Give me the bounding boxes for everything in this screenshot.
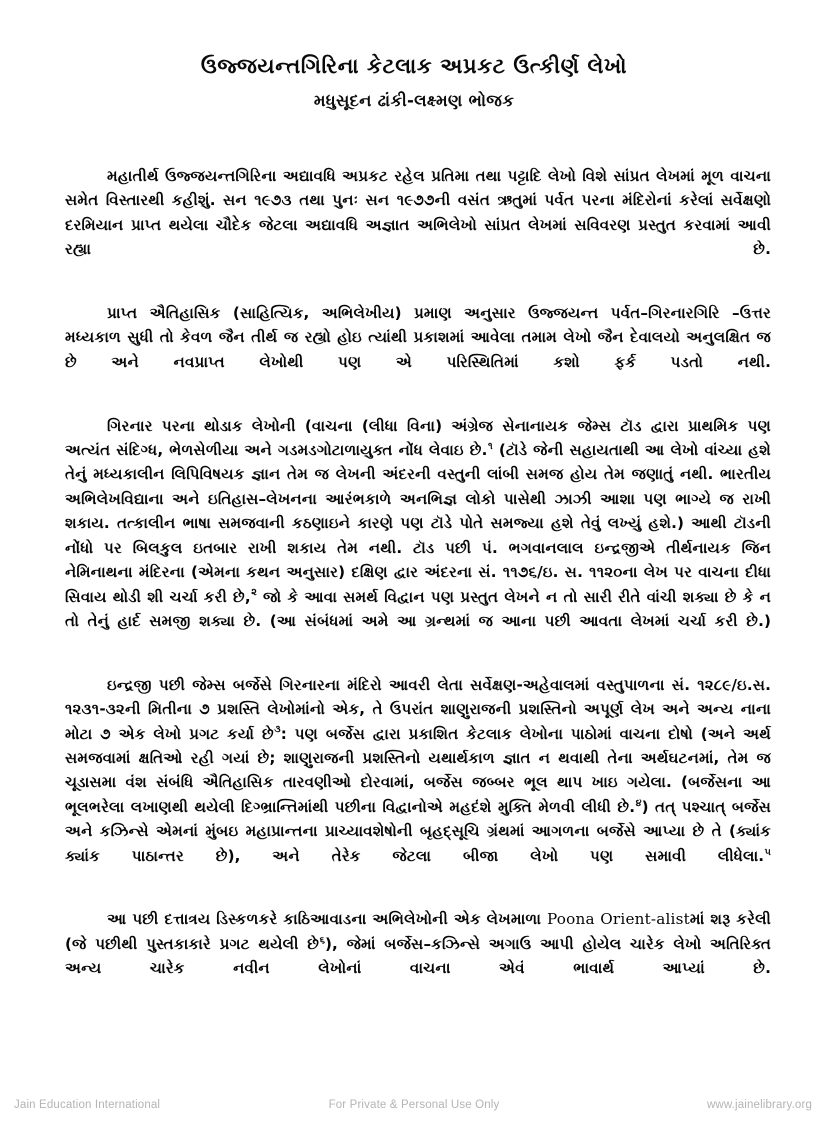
document-heading	[0, 52, 828, 112]
paragraph-text: ), જેમાં બર્જેસ–કઝિન્સે અગાઉ આપી હોયેલ ચારેક લેખો અતિરિક્ત અન્ય ચારેક નવીન લેખોનાં વાચના એવં ભાવાર્થ આપ્યાં છે.	[65, 934, 771, 978]
paragraph-3	[65, 414, 771, 658]
paragraph-text: માં શરૂ કરેલી (જે પછીથી પુસ્તકાકારે પ્રગટ થયેલી છે	[65, 910, 771, 953]
paragraph-2	[65, 301, 771, 399]
footer-website-url: www.jainelibrary.org	[706, 1099, 812, 1111]
footnote-marker-5: ૫	[764, 846, 771, 858]
paragraph-text: ગિરનાર પરના થોડાક લેખોની (વાચના (લીધા વિના) અંગ્રેજ સેનાનાયક જેમ્સ ટૉડ દ્વારા પ્રાથમિક પણ અત્યંત સંદિગ્ધ, ભેળસેળીયા અને ગડમડગોટાળાયુક્ત નોંધ લેવાઇ છે.	[65, 416, 771, 460]
footnote-marker-2: ૨	[251, 587, 257, 599]
footnote-marker-4: ૪	[635, 797, 642, 809]
paragraph-text: આ પછી દત્તાત્રય ડિસ્કળકરે કાઠિઆવાડના અભિલેખોની એક લેખમાળા	[107, 910, 547, 929]
paragraph-4	[65, 673, 771, 893]
paragraph-text: : પણ બર્જેસ દ્વારા પ્રકાશિત કેટલાક લેખોના પાઠોમાં વાચના દોષો (અને અર્થ સમજવામાં ક્ષતિઓ રહી ગયાં છે; શાણુરાજની પ્રશસ્તિનો યથાર્થકાળ જ્ઞાત ન થવાથી તેના અર્થઘટનમાં, તેમ જ ચૂડાસમા વંશ સંબંધિ ઐતિહાસિક તારવણીઓ દોરવામાં, બર્જેસ જબ્બર ભૂલ થાપ ખાઇ ગયેલા. (બર્જેસના આ ભૂલભરેલા લખાણથી થયેલી દિગ્ભ્રાન્તિમાંથી પછીના વિદ્વાનોએ મહદંશે મુક્તિ મેળવી લીધી છે.	[65, 724, 771, 816]
paragraph-text: જો કે આવા સમર્થ વિદ્વાન પણ પ્રસ્તુત લેખને ન તો સારી રીતે વાંચી શક્યા છે કે ન તો તેનું હાર્દ સમજી શક્યા છે. (આ સંબંધમાં અમે આ ગ્રન્થમાં જ આના પછી આવતા લેખમાં ચર્ચા કરી છે.)	[65, 587, 772, 630]
paragraph-text: પ્રાપ્ત ઐતિહાસિક (સાહિત્યિક, અભિલેખીય) પ્રમાણ અનુસાર ઉજ્જયન્ત પર્વત–ગિરનારગિરિ –ઉત્તર મધ્યકાળ સુધી તો કેવળ જૈન તીર્થ જ રહ્યો હોઇ ત્યાંથી પ્રકાશમાં આવેલા તમામ લેખો જૈન દેવાલયો અનુલક્ષિત જ છે અને નવપ્રાપ્ત લેખોથી પણ એ પરિસ્થિતિમાં કશો ફર્ક પડતો નથી.	[65, 304, 771, 371]
body-text-column	[65, 164, 771, 1005]
paragraph-1	[65, 164, 771, 286]
paragraph-text: ) તત્ પશ્ચાત્ બર્જેસ અને કઝિન્સે એમનાં મુંબઇ મહાપ્રાન્તના પ્રાચ્યાવશેષોની બૃહદ્સૂચિ ગ્રંથમાં આગળના બર્જેસે આપ્યા છે તે (ક્યાંક ક્યાંક પાઠાન્તર છે), અને તેરેક જેટલા બીજા લેખો પણ સમાવી લીધેલા.	[65, 797, 771, 865]
footer-organization: Jain Education International	[14, 1099, 161, 1111]
journal-name-part-1: Poona Orient-	[546, 910, 657, 929]
paragraph-5	[65, 907, 771, 1005]
document-authors: મધુસૂદન ઢાંકી-લક્ષ્મણ ભોજક	[313, 91, 515, 111]
footnote-marker-3: ૩	[274, 724, 281, 736]
paragraph-text: (ટૉડે જેની સહાયતાથી આ લેખો વાંચ્યા હશે તેનું મધ્યકાલીન લિપિવિષયક જ્ઞાન તેમ જ લેખની અંદરની વસ્તુની લાંબી સમજ હોય તેમ જણાતું નથી. ભારતીય અભિલેખવિદ્યાના અને ઇતિહાસ–લેખનના આરંભકાળે અનભિજ્ઞ લોકો પાસેથી ઝાઝી આશા પણ ભાગ્યે જ રાખી શકાય. તત્કાલીન ભાષા સમજવાની કઠણાઇને કારણે પણ ટૉડે પોતે સમજ્યા હશે તેવું લખ્યું હશે.) આથી ટૉડની નોંધો પર બિલકુલ ઇતબાર રાખી શકાય તેમ નથી. ટૉડ પછી પં. ભગવાનલાલ ઇન્દ્રજીએ તીર્થનાયક જિન નેમિનાથના મંદિરના (એમના કથન અનુસાર) દક્ષિણ દ્વાર અંદરના સં. ૧૧૭૬/ઇ. સ. ૧૧૨૦ના લેખ પર વાચના દીધા સિવાય થોડી શી ચર્ચા કરી છે,	[65, 441, 771, 606]
page-footer	[0, 1097, 828, 1113]
paragraph-text: મહાતીર્થ ઉજ્જયન્તગિરિના અદ્યાવધિ અપ્રકટ રહેલ પ્રતિમા તથા પટ્ટાદિ લેખો વિશે સાંપ્રત લેખમાં મૂળ વાચના સમેત વિસ્તારથી કહીશું. સન ૧૯૭૩ તથા પુનઃ સન ૧૯૭૭ની વસંત ઋતુમાં પર્વત પરના મંદિરોનાં કરેલાં સર્વેક્ષણો દરમિયાન પ્રાપ્ત થયેલા ચૌદેક જેટલા અદ્યાવધિ અજ્ઞાત અભિલેખો સાંપ્રત લેખમાં સવિવરણ પ્રસ્તુત કરવામાં આવી રહ્યા છે.	[65, 167, 771, 259]
journal-name-part-2: alist	[656, 910, 690, 929]
paragraph-text: ઇન્દ્રજી પછી જેમ્સ બર્જેસે ગિરનારના મંદિરો આવરી લેતા સર્વેક્ષણ-અહેવાલમાં વસ્તુપાળના સં. ૧૨૮૯/ઇ.સ. ૧૨૩૧-૩૨ની મિતીના ૭ પ્રશસ્તિ લેખોમાંનો એક, તે ઉપરાંત શાણુરાજની પ્રશસ્તિનો અપૂર્ણ લેખ અને અન્ય નાના મોટા ૭ એક લેખો પ્રગટ કર્યા છે	[65, 675, 771, 743]
footnote-marker-1: ૧	[488, 441, 493, 452]
footnote-marker-6: ૬	[319, 934, 325, 946]
footer-usage-notice: For Private & Personal Use Only	[328, 1099, 500, 1111]
page-title: ઉજ્જયન્તગિરિના કેટલાક અપ્રકટ ઉત્કીર્ણ લેખો	[200, 54, 628, 78]
